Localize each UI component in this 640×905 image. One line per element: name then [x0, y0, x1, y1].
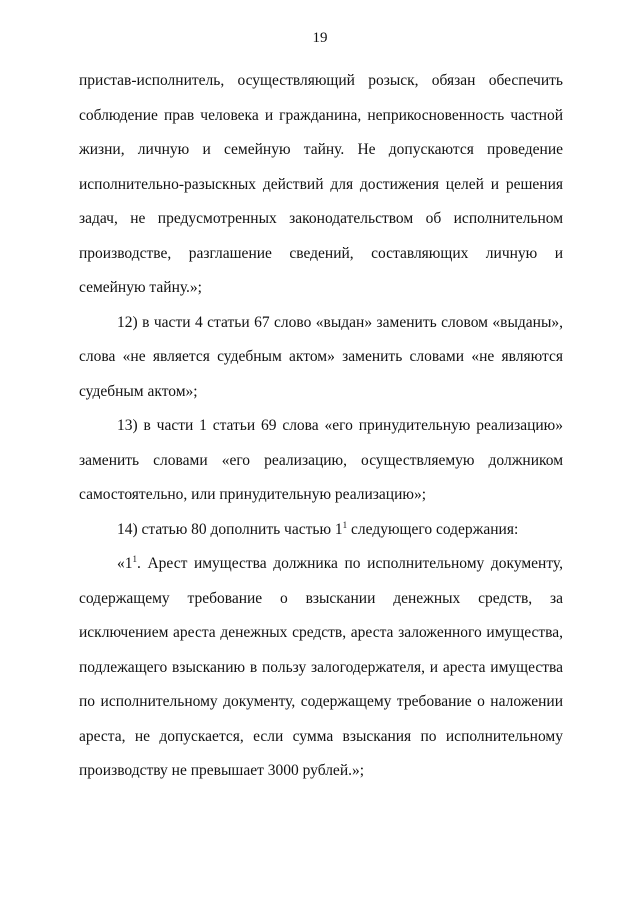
paragraph-quoted-part — [79, 547, 563, 789]
paragraph-text-after: . Арест имущества должника по исполнительному документу, содержащему требование о взыскании денежных средств, за исключением ареста денежных средств, ареста заложенного имущества, подлежащего взысканию в пользу залогодержателя, и ареста имущества по исполнительному документу, содержащему требование о наложении ареста, не допускается, если сумма взыскания по исполнительному производству не превышает 3000 рублей.»; — [79, 555, 563, 779]
paragraph-text-before: 14) статью 80 дополнить частью 1 — [117, 520, 343, 538]
paragraph-text: 13) в части 1 статьи 69 слова «его принудительную реализацию» заменить словами «его реализацию, осуществляемую должником самостоятельно, или принудительную реализацию»; — [79, 417, 563, 503]
paragraph-item-13 — [79, 409, 563, 513]
paragraph-text-after: следующего содержания: — [347, 520, 519, 538]
paragraph-item-12 — [79, 306, 563, 410]
paragraph-text: 12) в части 4 статьи 67 слово «выдан» заменить словом «выданы», слова «не является судебным актом» заменить словами «не являются судебным актом»; — [79, 313, 563, 400]
superscript: 1 — [342, 519, 348, 530]
superscript: 1 — [132, 553, 137, 564]
paragraph-continuation — [79, 64, 563, 306]
paragraph-text: пристав-исполнитель, осуществляющий розыск, обязан обеспечить соблюдение прав человека и гражданина, неприкосновенность частной жизни, личную и семейную тайну. Не допускаются проведение исполнительно-разыскных действий для достижения целей и решения задач, не предусмотренных законодательством об исполнительном производстве, разглашение сведений, составляющих личную и семейную тайну.»; — [79, 72, 563, 296]
paragraph-item-14 — [79, 513, 563, 548]
paragraph-text-before: «1 — [117, 555, 133, 572]
document-body — [79, 64, 563, 789]
page-number: 19 — [312, 30, 328, 46]
